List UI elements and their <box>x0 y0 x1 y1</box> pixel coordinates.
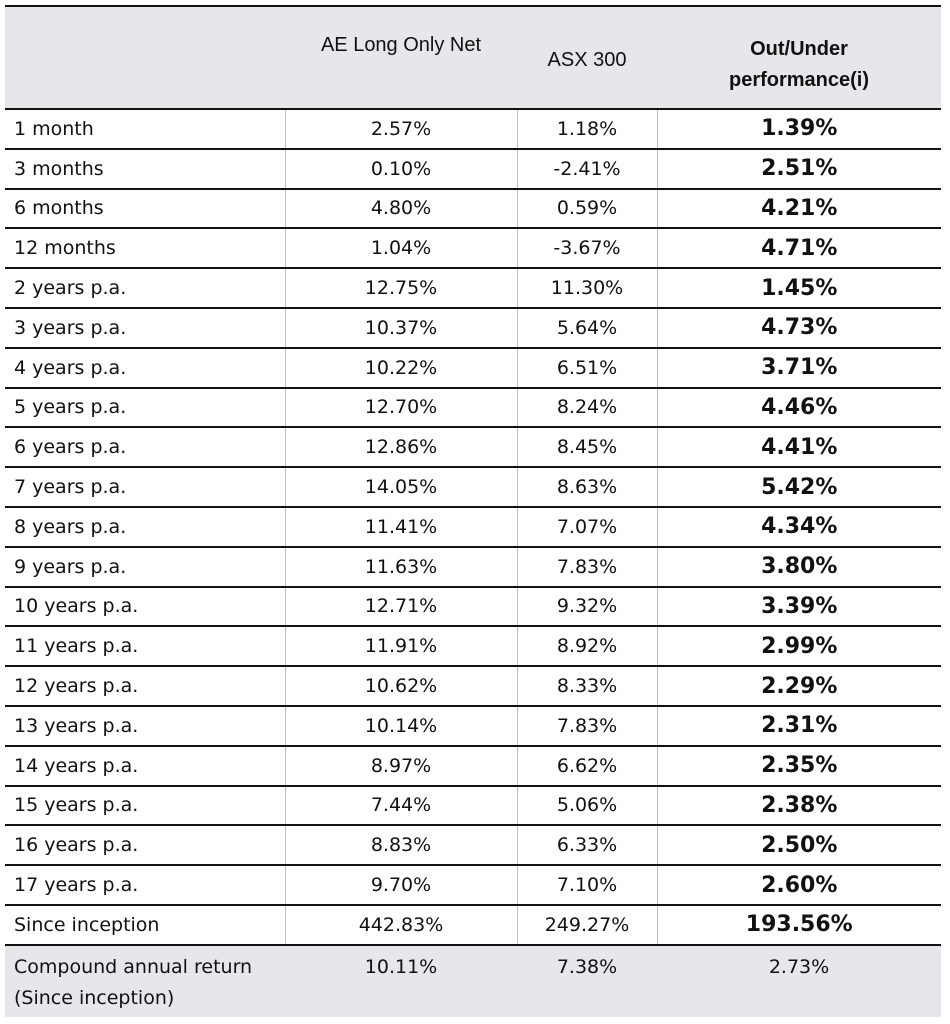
row-ae-value: 14.05% <box>285 467 517 507</box>
row-label: Since inception <box>5 905 285 945</box>
row-ae-value: 12.70% <box>285 388 517 428</box>
row-diff-value: 4.41% <box>657 427 941 467</box>
table-row <box>5 507 941 547</box>
table-row <box>5 388 941 428</box>
row-label: 17 years p.a. <box>5 865 285 905</box>
row-asx-value: 5.64% <box>517 308 657 348</box>
row-ae-value: 11.63% <box>285 547 517 587</box>
row-asx-value: 11.30% <box>517 268 657 308</box>
row-asx-value: 8.92% <box>517 626 657 666</box>
row-label-line2: (Since inception) <box>14 986 175 1009</box>
row-label: 9 years p.a. <box>5 547 285 587</box>
table-row <box>5 348 941 388</box>
row-label: 6 years p.a. <box>5 427 285 467</box>
table-row <box>5 825 941 865</box>
row-ae-value: 10.11% <box>364 955 438 978</box>
row-label: 13 years p.a. <box>5 706 285 746</box>
table-row-compound-annual-return <box>5 945 941 1017</box>
row-ae-value: 12.71% <box>285 587 517 627</box>
header-out-under-line1: Out/Under <box>750 38 848 60</box>
row-label: 4 years p.a. <box>5 348 285 388</box>
row-ae-value: 0.10% <box>285 149 517 189</box>
row-diff-value: 3.39% <box>657 587 941 627</box>
table-row <box>5 666 941 706</box>
header-out-under-line2: performance(i) <box>728 69 870 91</box>
table-row <box>5 427 941 467</box>
header-ae-long-only-net: AE Long Only Net <box>285 6 517 109</box>
header-period <box>5 6 285 109</box>
performance-table-container <box>5 5 941 1017</box>
table-row <box>5 189 941 229</box>
row-ae-value: 442.83% <box>285 905 517 945</box>
row-ae-value: 10.14% <box>285 706 517 746</box>
row-diff-value: 3.71% <box>657 348 941 388</box>
row-label: 15 years p.a. <box>5 786 285 826</box>
row-ae-value: 12.75% <box>285 268 517 308</box>
table-row <box>5 149 941 189</box>
table-header <box>5 6 941 109</box>
row-diff-value: 2.35% <box>657 746 941 786</box>
row-diff-value: 4.21% <box>657 189 941 229</box>
row-diff-value: 2.51% <box>657 149 941 189</box>
header-out-under-performance <box>657 6 941 109</box>
row-ae-value: 11.41% <box>285 507 517 547</box>
table-row <box>5 746 941 786</box>
row-diff-value: 2.31% <box>657 706 941 746</box>
row-diff-value: 4.34% <box>657 507 941 547</box>
row-diff-value: 2.99% <box>657 626 941 666</box>
row-ae-value: 8.83% <box>285 825 517 865</box>
header-asx-300: ASX 300 <box>517 6 657 109</box>
row-diff-value: 2.50% <box>657 825 941 865</box>
row-ae-value: 10.62% <box>285 666 517 706</box>
row-asx-value: -2.41% <box>517 149 657 189</box>
row-diff-value: 5.42% <box>657 467 941 507</box>
row-asx-value: 0.59% <box>517 189 657 229</box>
row-asx-value: 6.51% <box>517 348 657 388</box>
row-diff-value: 2.73% <box>768 955 830 978</box>
row-diff-value: 4.73% <box>657 308 941 348</box>
row-ae-value: 9.70% <box>285 865 517 905</box>
row-asx-value: 7.83% <box>517 706 657 746</box>
table-row <box>5 268 941 308</box>
row-ae-value: 12.86% <box>285 427 517 467</box>
row-label: 14 years p.a. <box>5 746 285 786</box>
performance-table <box>5 5 941 1017</box>
table-row <box>5 626 941 666</box>
row-diff-value: 2.60% <box>657 865 941 905</box>
table-row <box>5 786 941 826</box>
row-ae-value: 2.57% <box>285 109 517 149</box>
row-ae-value: 10.37% <box>285 308 517 348</box>
row-diff-value: 2.29% <box>657 666 941 706</box>
row-asx-value: 6.62% <box>517 746 657 786</box>
row-label: 6 months <box>5 189 285 229</box>
row-label: 1 month <box>5 109 285 149</box>
row-label: 10 years p.a. <box>5 587 285 627</box>
row-asx-value: 249.27% <box>517 905 657 945</box>
row-asx-value: 5.06% <box>517 786 657 826</box>
table-row <box>5 706 941 746</box>
row-diff-value: 4.71% <box>657 228 941 268</box>
row-asx-value: 7.07% <box>517 507 657 547</box>
table-row <box>5 865 941 905</box>
row-asx-value: 7.10% <box>517 865 657 905</box>
row-asx-value: 8.45% <box>517 427 657 467</box>
table-row <box>5 109 941 149</box>
row-asx-value: -3.67% <box>517 228 657 268</box>
row-asx-value: 8.24% <box>517 388 657 428</box>
row-ae-value: 7.44% <box>285 786 517 826</box>
row-asx-value: 6.33% <box>517 825 657 865</box>
table-body <box>5 109 941 1017</box>
row-diff-value: 4.46% <box>657 388 941 428</box>
table-row <box>5 547 941 587</box>
row-label: 3 years p.a. <box>5 308 285 348</box>
row-label <box>5 945 285 1017</box>
row-label: 12 years p.a. <box>5 666 285 706</box>
row-label: 11 years p.a. <box>5 626 285 666</box>
row-label: 7 years p.a. <box>5 467 285 507</box>
row-diff-value: 193.56% <box>657 905 941 945</box>
row-ae-value: 8.97% <box>285 746 517 786</box>
row-label: 8 years p.a. <box>5 507 285 547</box>
row-diff-value: 2.38% <box>657 786 941 826</box>
row-diff-value: 1.39% <box>657 109 941 149</box>
row-asx-value: 9.32% <box>517 587 657 627</box>
header-row <box>5 6 941 109</box>
row-label: 12 months <box>5 228 285 268</box>
row-asx-value: 8.33% <box>517 666 657 706</box>
table-row <box>5 308 941 348</box>
row-asx-value: 8.63% <box>517 467 657 507</box>
row-asx-value: 1.18% <box>517 109 657 149</box>
row-ae-value: 1.04% <box>285 228 517 268</box>
table-row <box>5 587 941 627</box>
row-ae-value: 4.80% <box>285 189 517 229</box>
row-diff-value: 1.45% <box>657 268 941 308</box>
row-label: 2 years p.a. <box>5 268 285 308</box>
row-ae-value: 11.91% <box>285 626 517 666</box>
row-label: 5 years p.a. <box>5 388 285 428</box>
row-label: 16 years p.a. <box>5 825 285 865</box>
row-label-line1: Compound annual return <box>14 955 253 978</box>
table-row <box>5 228 941 268</box>
table-row <box>5 905 941 945</box>
table-row <box>5 467 941 507</box>
row-asx-value: 7.38% <box>556 955 618 978</box>
row-asx-value: 7.83% <box>517 547 657 587</box>
row-label: 3 months <box>5 149 285 189</box>
row-ae-value: 10.22% <box>285 348 517 388</box>
row-diff-value: 3.80% <box>657 547 941 587</box>
